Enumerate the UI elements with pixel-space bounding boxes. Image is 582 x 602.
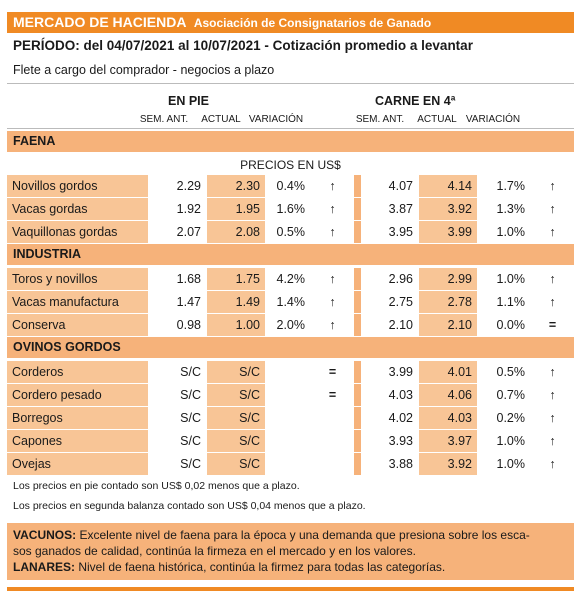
pie-trend-icon: ↑: [311, 198, 354, 220]
note-segunda-balanza: Los precios en segunda balanza contado son US$ 0,04 menos que a plazo.: [13, 500, 366, 512]
section-header: INDUSTRIA: [7, 244, 574, 265]
title-banner: [7, 12, 574, 33]
pie-variation-value: 1.4%: [266, 291, 310, 313]
category-name: Vacas gordas: [7, 198, 148, 220]
carne-variation-value: 0.7%: [478, 384, 530, 406]
section-header: FAENA: [7, 131, 574, 152]
carne-actual-value: 3.99: [419, 221, 477, 243]
carne-actual-value: 4.01: [419, 361, 477, 383]
vacunos-text-1: Excelente nivel de faena para la época y una demanda que presiona sobre los esca-: [79, 528, 530, 542]
carne-variation-value: 1.0%: [478, 268, 530, 290]
lanares-text: Nivel de faena histórica, continúa la firmez para todas las categorías.: [78, 560, 446, 574]
carne-variation-value: 1.1%: [478, 291, 530, 313]
pie-variation-value: 1.6%: [266, 198, 310, 220]
pie-sem-ant-value: S/C: [149, 361, 206, 383]
carne-trend-icon: ↑: [531, 291, 574, 313]
freight-note: Flete a cargo del comprador - negocios a plazo: [13, 63, 275, 77]
pie-variation-value: [266, 430, 310, 452]
vacunos-label: VACUNOS:: [13, 528, 77, 542]
column-separator: [354, 361, 361, 383]
carne-variation-value: 1.3%: [478, 198, 530, 220]
pie-variation-value: [266, 384, 310, 406]
table-row: [7, 221, 574, 244]
category-name: Toros y novillos: [7, 268, 148, 290]
market-commentary: [7, 523, 574, 580]
note-contado: Los precios en pie contado son US$ 0,02 menos que a plazo.: [13, 480, 300, 492]
pie-actual-value: 1.75: [207, 268, 265, 290]
carne-actual-value: 2.78: [419, 291, 477, 313]
pie-trend-icon: ↑: [311, 291, 354, 313]
carne-sem-ant-value: 4.02: [361, 407, 418, 429]
carne-trend-icon: =: [531, 314, 574, 336]
col-header-actual: ACTUAL: [417, 114, 457, 125]
carne-variation-value: 0.0%: [478, 314, 530, 336]
column-separator: [354, 407, 361, 429]
table-row: [7, 291, 574, 314]
carne-trend-icon: ↑: [531, 430, 574, 452]
pie-trend-icon: [311, 453, 354, 475]
column-separator: [354, 198, 361, 220]
pie-actual-value: S/C: [207, 384, 265, 406]
carne-trend-icon: ↑: [531, 268, 574, 290]
carne-actual-value: 2.99: [419, 268, 477, 290]
col-header-sem-ant: SEM. ANT.: [139, 114, 189, 125]
carne-actual-value: 3.97: [419, 430, 477, 452]
table-row: [7, 407, 574, 430]
table-row: [7, 314, 574, 337]
column-separator: [354, 430, 361, 452]
carne-sem-ant-value: 4.03: [361, 384, 418, 406]
category-name: Cordero pesado: [7, 384, 148, 406]
carne-sem-ant-value: 2.96: [361, 268, 418, 290]
carne-trend-icon: ↑: [531, 175, 574, 197]
carne-trend-icon: ↑: [531, 361, 574, 383]
pie-variation-value: [266, 453, 310, 475]
table-row: [7, 453, 574, 476]
pie-variation-value: [266, 361, 310, 383]
carne-variation-value: 1.0%: [478, 453, 530, 475]
carne-sem-ant-value: 4.07: [361, 175, 418, 197]
table-row: [7, 384, 574, 407]
carne-actual-value: 2.10: [419, 314, 477, 336]
table-row: [7, 430, 574, 453]
col-header-sem-ant: SEM. ANT.: [355, 114, 405, 125]
pie-sem-ant-value: 1.68: [149, 268, 206, 290]
section-header: OVINOS GORDOS: [7, 337, 574, 358]
column-separator: [354, 453, 361, 475]
carne-variation-value: 1.7%: [478, 175, 530, 197]
table-row: [7, 175, 574, 198]
category-name: Borregos: [7, 407, 148, 429]
pie-sem-ant-value: 1.92: [149, 198, 206, 220]
carne-sem-ant-value: 3.95: [361, 221, 418, 243]
table-row: [7, 198, 574, 221]
period-line: PERÍODO: del 04/07/2021 al 10/07/2021 - Cotización promedio a levantar: [13, 38, 473, 53]
category-name: Vaquillonas gordas: [7, 221, 148, 243]
carne-actual-value: 4.14: [419, 175, 477, 197]
pie-actual-value: 2.08: [207, 221, 265, 243]
column-separator: [354, 314, 361, 336]
pie-actual-value: 1.95: [207, 198, 265, 220]
group-header-en-pie: EN PIE: [168, 94, 209, 108]
group-header-carne: CARNE EN 4ª: [375, 94, 456, 108]
category-name: Ovejas: [7, 453, 148, 475]
carne-sem-ant-value: 3.87: [361, 198, 418, 220]
category-name: Corderos: [7, 361, 148, 383]
col-header-variacion: VARIACIÓN: [465, 114, 521, 125]
pie-actual-value: 1.00: [207, 314, 265, 336]
pie-actual-value: S/C: [207, 430, 265, 452]
carne-trend-icon: ↑: [531, 453, 574, 475]
page-title: MERCADO DE HACIENDA: [13, 14, 186, 30]
col-header-variacion: VARIACIÓN: [248, 114, 304, 125]
vacunos-text-2: sos ganados de calidad, continúa la firmeza en el mercado y en los valores.: [13, 544, 416, 558]
carne-trend-icon: ↑: [531, 221, 574, 243]
prices-currency-label: PRECIOS EN US$: [240, 158, 341, 172]
column-separator: [354, 268, 361, 290]
pie-trend-icon: =: [311, 384, 354, 406]
column-separator: [354, 384, 361, 406]
category-name: Conserva: [7, 314, 148, 336]
pie-trend-icon: ↑: [311, 314, 354, 336]
pie-actual-value: 2.30: [207, 175, 265, 197]
pie-sem-ant-value: 1.47: [149, 291, 206, 313]
vacunos-line-1: [13, 527, 568, 543]
page-subtitle: Asociación de Consignatarios de Ganado: [193, 16, 432, 30]
carne-actual-value: 4.06: [419, 384, 477, 406]
carne-actual-value: 4.03: [419, 407, 477, 429]
column-separator: [354, 175, 361, 197]
pie-variation-value: [266, 407, 310, 429]
carne-trend-icon: ↑: [531, 198, 574, 220]
column-separator: [354, 291, 361, 313]
column-separator: [354, 221, 361, 243]
pie-trend-icon: [311, 430, 354, 452]
carne-sem-ant-value: 2.75: [361, 291, 418, 313]
footer-rule: [7, 587, 574, 591]
lanares-line: [13, 559, 568, 575]
pie-sem-ant-value: S/C: [149, 384, 206, 406]
table-row: [7, 268, 574, 291]
col-header-actual: ACTUAL: [201, 114, 241, 125]
pie-sem-ant-value: S/C: [149, 407, 206, 429]
divider: [7, 83, 574, 84]
pie-sem-ant-value: S/C: [149, 430, 206, 452]
pie-actual-value: S/C: [207, 361, 265, 383]
pie-actual-value: 1.49: [207, 291, 265, 313]
pie-sem-ant-value: 2.07: [149, 221, 206, 243]
carne-sem-ant-value: 3.99: [361, 361, 418, 383]
category-name: Novillos gordos: [7, 175, 148, 197]
divider: [7, 128, 574, 129]
pie-trend-icon: ↑: [311, 221, 354, 243]
lanares-label: LANARES:: [13, 560, 75, 574]
pie-variation-value: 0.4%: [266, 175, 310, 197]
pie-trend-icon: =: [311, 361, 354, 383]
pie-variation-value: 4.2%: [266, 268, 310, 290]
carne-trend-icon: ↑: [531, 407, 574, 429]
carne-actual-value: 3.92: [419, 198, 477, 220]
pie-trend-icon: ↑: [311, 175, 354, 197]
category-name: Vacas manufactura: [7, 291, 148, 313]
pie-variation-value: 2.0%: [266, 314, 310, 336]
pie-actual-value: S/C: [207, 407, 265, 429]
pie-sem-ant-value: 2.29: [149, 175, 206, 197]
carne-variation-value: 1.0%: [478, 430, 530, 452]
carne-variation-value: 0.2%: [478, 407, 530, 429]
pie-trend-icon: [311, 407, 354, 429]
pie-variation-value: 0.5%: [266, 221, 310, 243]
pie-actual-value: S/C: [207, 453, 265, 475]
pie-sem-ant-value: 0.98: [149, 314, 206, 336]
carne-variation-value: 0.5%: [478, 361, 530, 383]
table-row: [7, 361, 574, 384]
carne-sem-ant-value: 2.10: [361, 314, 418, 336]
category-name: Capones: [7, 430, 148, 452]
carne-trend-icon: ↑: [531, 384, 574, 406]
carne-sem-ant-value: 3.88: [361, 453, 418, 475]
carne-variation-value: 1.0%: [478, 221, 530, 243]
pie-trend-icon: ↑: [311, 268, 354, 290]
carne-actual-value: 3.92: [419, 453, 477, 475]
pie-sem-ant-value: S/C: [149, 453, 206, 475]
carne-sem-ant-value: 3.93: [361, 430, 418, 452]
